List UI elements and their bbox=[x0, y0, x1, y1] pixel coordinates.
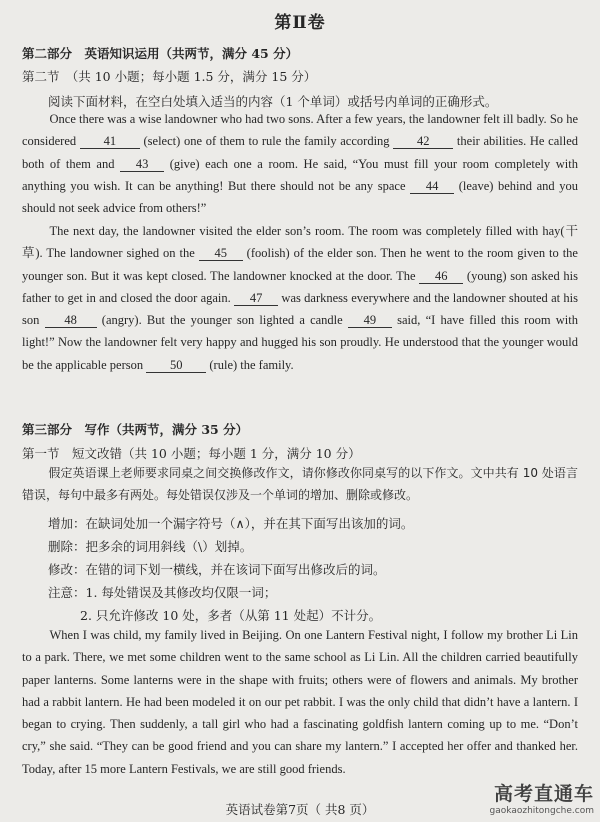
passage-text: (rule) the family. bbox=[206, 357, 294, 372]
blank-45: 45 bbox=[199, 246, 243, 261]
blank-43: 43 bbox=[120, 157, 164, 172]
passage-paragraph-1 bbox=[22, 108, 578, 219]
blank-47: 47 bbox=[234, 291, 278, 306]
blank-44: 44 bbox=[410, 179, 454, 194]
rule-modify: 修改：在错的词下划一横线，并在该词下面写出修改后的词。 bbox=[48, 562, 386, 577]
page-footer: 英语试卷第7页（ 共8 页） bbox=[225, 802, 375, 817]
blank-42: 42 bbox=[393, 134, 453, 149]
blank-49: 49 bbox=[348, 313, 392, 328]
note-2: 2. 只允许修改 10 处，多者（从第 11 处起）不计分。 bbox=[80, 608, 382, 623]
passage-text: (select) one of them to rule the family according bbox=[139, 134, 394, 149]
watermark-url: gaokaozhitongche.com bbox=[489, 806, 594, 816]
part2-heading: 第二部分 英语知识运用（共两节，满分 45 分） bbox=[22, 46, 299, 61]
blank-46: 46 bbox=[419, 269, 463, 284]
passage-text: The next day, the landowner visited the elder son’s room. The room was completely filled with hay(干草). The landowner sighed on the bbox=[22, 224, 578, 261]
rule-delete: 删除：把多余的词用斜线（\）划掉。 bbox=[48, 539, 253, 554]
passage-text: (angry). But the younger son lighted a candle bbox=[96, 313, 348, 328]
passage-text: their abilities. He called both of them and bbox=[22, 134, 578, 171]
part3-section-heading: 第一节 短文改错（共 10 小题；每小题 1 分，满分 10 分） bbox=[22, 446, 361, 461]
watermark-text: 高考直通车 bbox=[493, 783, 594, 805]
error-correction-essay: When I was child, my family lived in Beijing. On one Lantern Festival night, I follow my brother Li Lin to a park. There, we met some children went to the same school as Li Lin. All the children carried beautifully paper lanterns. Some lanterns were in the shape with fruits; others were of flowers and animals. My brother had a rabbit lantern. He had been modeled it on our pet rabbit. I was the only child that didn’t have a lantern. I began to crying. Then suddenly, a tall girl who had a fascinating goldfish lantern coming up to me. “Don’t cry,” she said. “They can be good friend and you can share my lantern.” I accepted her offer and thanked her. Today, after 15 more Lantern Festivals, we are still good friends. bbox=[22, 628, 578, 776]
passage-text: said, “I have filled this room with light!” Now the landowner felt very happy and hugged his son proudly. He understood that the younger would be the applicable person bbox=[22, 313, 578, 372]
watermark-logo bbox=[490, 779, 594, 816]
passage-text: Once there was a wise landowner who had two sons. After a few years, the landowner felt ill badly. So he considered bbox=[22, 112, 578, 149]
part3-intro: 假定英语课上老师要求同桌之间交换修改作文，请你修改你同桌写的以下作文。文中共有 10 处语言错误，每句中最多有两处。每处错误仅涉及一个单词的增加、删除或修改。 bbox=[22, 466, 578, 502]
passage-text: (leave) behind and you should not seek advice from others!” bbox=[22, 178, 578, 216]
passage-text: was darkness everywhere and the landowner shouted at his son bbox=[22, 290, 578, 328]
blank-50: 50 bbox=[146, 358, 206, 373]
part2-section-heading: 第二节 （共 10 小题；每小题 1.5 分，满分 15 分） bbox=[22, 69, 317, 84]
note-1: 注意：1. 每处错误及其修改均仅限一词； bbox=[48, 585, 277, 600]
passage-text: (give) each one a room. He said, “You must fill your room completely with anything you wish. It can be anything! But there should not be any space bbox=[22, 156, 578, 193]
rule-add: 增加：在缺词处加一个漏字符号（∧），并在其下面写出该加的词。 bbox=[48, 516, 414, 531]
part3-heading: 第三部分 写作（共两节，满分 35 分） bbox=[22, 422, 249, 437]
passage-paragraph-2 bbox=[22, 220, 578, 376]
blank-41: 41 bbox=[80, 134, 140, 149]
page-title: 第Ⅱ卷 bbox=[274, 13, 326, 33]
part2-instruction: 阅读下面材料，在空白处填入适当的内容（1 个单词）或括号内单词的正确形式。 bbox=[48, 94, 498, 109]
blank-48: 48 bbox=[45, 313, 97, 328]
passage-text: (young) son asked his father to get in and closed the door again. bbox=[22, 268, 578, 305]
passage-text: (foolish) of the elder son. Then he went to the room given to the younger son. But it was kept closed. The landowner knocked at the door. The bbox=[22, 246, 578, 283]
